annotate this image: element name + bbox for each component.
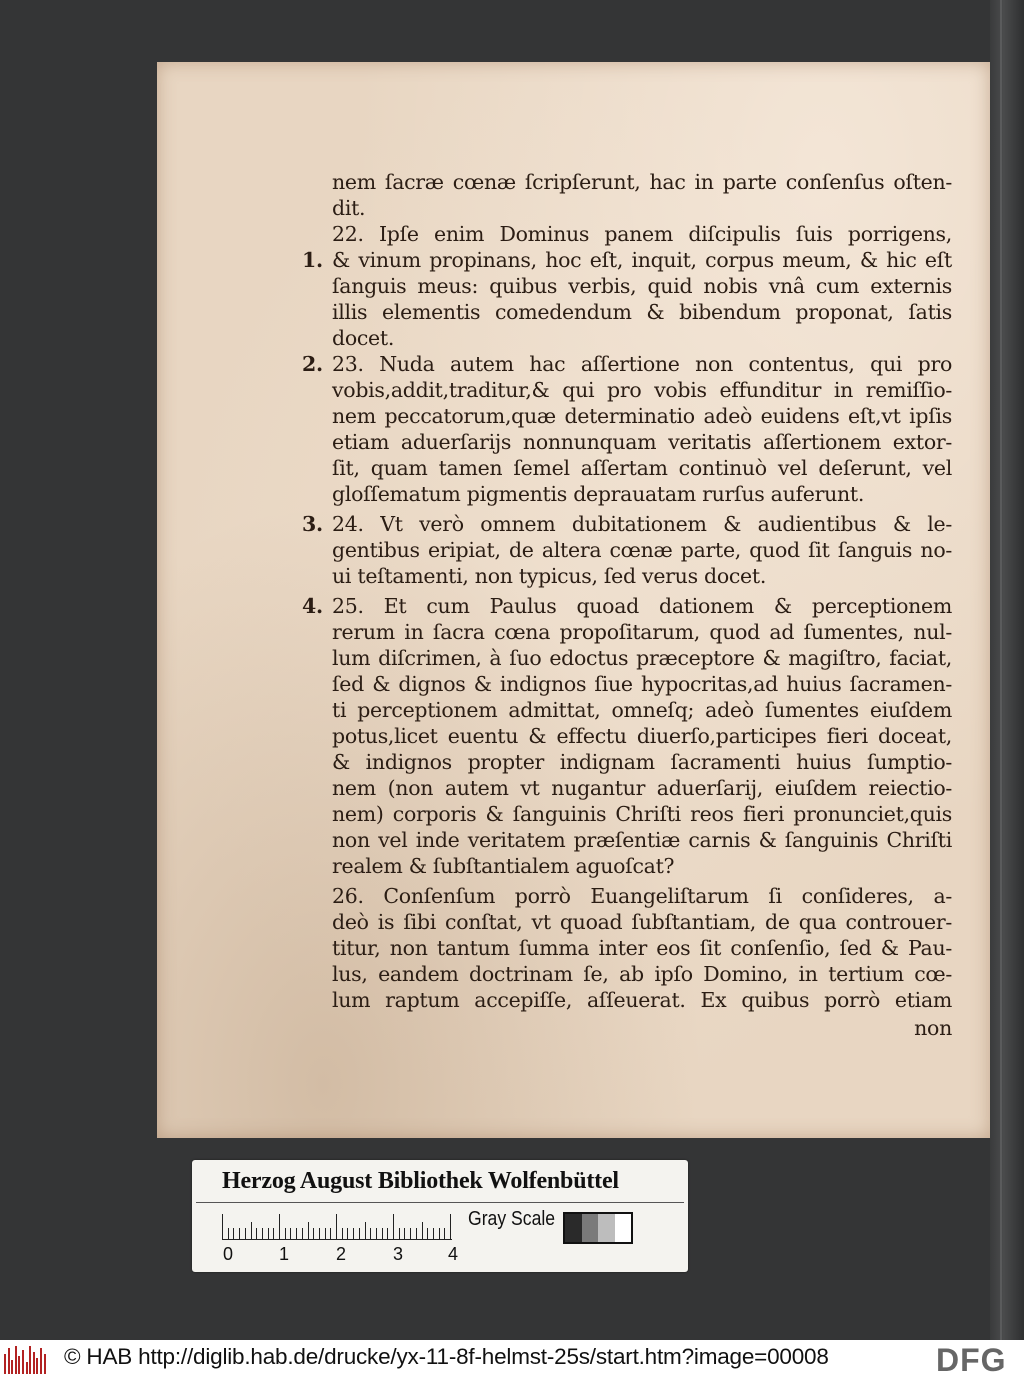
label-divider — [196, 1202, 684, 1203]
ruler-tick — [273, 1228, 274, 1240]
ruler-tick — [359, 1228, 360, 1240]
ruler-tick — [393, 1214, 394, 1240]
ruler-tick — [268, 1228, 269, 1240]
book-edge — [990, 0, 1024, 1340]
ruler-tick — [222, 1214, 223, 1240]
ruler-numbers — [216, 1244, 476, 1266]
library-label-card — [192, 1160, 688, 1272]
ruler-number: 2 — [336, 1244, 347, 1264]
ruler-tick — [370, 1228, 371, 1240]
ruler-tick — [427, 1228, 428, 1240]
logo-bar — [36, 1358, 38, 1374]
text-line: nem ſacræ cœnæ ſcripſerunt, hac in parte conſenſus oſten- — [332, 170, 952, 194]
text-line: potus,licet euentu & effectu diuerſo,participes fieri doceat, — [332, 724, 952, 748]
text-line: etiam aduerſarijs nonnunquam veritatis aſſertionem extor- — [332, 430, 952, 454]
text-line: 25. Et cum Paulus quoad dationem & perceptionem — [332, 594, 952, 618]
logo-bar — [29, 1346, 31, 1374]
text-line: 26. Conſenſum porrò Euangeliſtarum ſi conſideres, a- — [332, 884, 952, 908]
ruler-tick — [410, 1228, 411, 1240]
ruler-tick — [325, 1228, 326, 1240]
ruler-tick — [313, 1228, 314, 1240]
text-line: lum raptum accepiſſe, aſſeuerat. Ex quibus porrò etiam — [332, 988, 952, 1012]
ruler-tick — [347, 1228, 348, 1240]
logo-bar — [40, 1348, 42, 1374]
text-line: ui teſtamenti, non typicus, ſed verus docet. — [332, 564, 767, 588]
ruler-number: 1 — [279, 1244, 290, 1264]
ruler-tick — [399, 1228, 400, 1240]
ruler-tick — [439, 1228, 440, 1240]
text-line: realem & ſubſtantialem aguoſcat? — [332, 854, 675, 878]
text-line: docet. — [332, 326, 395, 350]
gray-swatch — [615, 1214, 632, 1242]
ruler-tick — [296, 1228, 297, 1240]
ruler-tick — [308, 1222, 309, 1240]
ruler-tick — [245, 1228, 246, 1240]
ruler-tick — [444, 1228, 445, 1240]
logo-bar — [26, 1362, 28, 1374]
text-line: lum diſcrimen, à ſuo edoctus præceptore & magiſtro, faciat, — [332, 646, 952, 670]
ruler-tick — [387, 1228, 388, 1240]
ruler-tick — [290, 1228, 291, 1240]
text-line: 22. Ipſe enim Dominus panem diſcipulis ſuis porrigens, — [332, 222, 952, 246]
logo-bar — [33, 1352, 35, 1374]
text-line: ſit, quam tamen ſemel aſſertam continuò vel deſerunt, vel — [332, 456, 952, 480]
text-line: nem peccatorum,quæ determinatio adeò euidens eſt,vt ipſis — [332, 404, 952, 428]
text-line: dit. — [332, 196, 366, 220]
text-line: ſed & dignos & indignos ſiue hypocritas,ad huius ſacramen- — [332, 672, 952, 696]
ruler-tick — [319, 1228, 320, 1240]
ruler-tick — [376, 1228, 377, 1240]
ruler-tick — [256, 1228, 257, 1240]
ruler-number: 3 — [393, 1244, 404, 1264]
margin-number: 1. — [302, 248, 323, 272]
ruler-tick — [279, 1214, 280, 1240]
ruler-tick — [228, 1228, 229, 1240]
ruler-tick — [433, 1228, 434, 1240]
ruler-tick — [302, 1228, 303, 1240]
logo-bar — [15, 1346, 17, 1374]
catchword: non — [914, 1016, 952, 1040]
margin-number: 3. — [302, 512, 323, 536]
gray-swatch — [565, 1214, 582, 1242]
text-line: & vinum propinans, hoc eſt, inquit, corpus meum, & hic eſt — [332, 248, 952, 272]
ruler-tick — [365, 1222, 366, 1240]
text-line: rerum in ſacra cœna propoſitarum, quod ad ſumentes, nul- — [332, 620, 952, 644]
ruler-number: 4 — [448, 1244, 459, 1264]
logo-bar — [18, 1356, 20, 1374]
ruler-number: 0 — [223, 1244, 234, 1264]
footer-url-text: © HAB http://diglib.hab.de/drucke/yx-11-8f-helmst-25s/start.htm?image=00008 — [64, 1344, 829, 1369]
text-line: lus, eandem doctrinam ſe, ab ipſo Domino, in tertium cœ- — [332, 962, 952, 986]
dfg-logo: DFG — [930, 1342, 1007, 1379]
text-line: & indignos propter indignam ſacramenti huius ſumptio- — [332, 750, 952, 774]
text-line: vobis,addit,traditur,& qui pro vobis effunditur in remiſſio- — [332, 378, 952, 402]
ruler-tick — [262, 1228, 263, 1240]
text-line: 24. Vt verò omnem dubitationem & audientibus & le- — [332, 512, 952, 536]
logo-bar — [22, 1350, 24, 1374]
ruler-tick — [233, 1228, 234, 1240]
ruler-tick — [422, 1222, 423, 1240]
scanned-page — [157, 62, 990, 1138]
gray-swatch — [598, 1214, 615, 1242]
text-line: 23. Nuda autem hac aſſertione non contentus, qui pro — [332, 352, 952, 376]
ruler-tick — [342, 1228, 343, 1240]
logo-bar — [44, 1354, 46, 1374]
text-line: illis elementis comedendum & bibendum proponat, ſatis — [332, 300, 952, 324]
footer-bar — [0, 1340, 1024, 1379]
ruler-tick — [239, 1228, 240, 1240]
ruler-tick — [251, 1222, 252, 1240]
ruler-tick — [450, 1214, 451, 1240]
text-line: ſanguis meus: quibus verbis, quid nobis vnâ cum externis — [332, 274, 952, 298]
logo-bar — [8, 1348, 10, 1374]
gray-scale-label: Gray Scale — [468, 1208, 556, 1230]
text-line: gentibus eripiat, de altera cœnæ parte, quod ſit ſanguis no- — [332, 538, 952, 562]
ruler-tick — [382, 1228, 383, 1240]
ruler-tick — [330, 1228, 331, 1240]
text-line: nem) corporis & ſanguinis Chriſti reos fieri pronunciet,quis — [332, 802, 952, 826]
text-line: titur, non tantum ſumma inter eos ſit conſenſio, ſed & Pau- — [332, 936, 952, 960]
gray-swatch — [582, 1214, 599, 1242]
ruler-tick — [336, 1214, 337, 1240]
library-name: Herzog August Bibliothek Wolfenbüttel — [222, 1168, 619, 1194]
ruler-tick — [285, 1228, 286, 1240]
text-line: gloſſematum pigmentis deprauatam rurſus auferunt. — [332, 482, 865, 506]
hab-logo-icon — [4, 1346, 48, 1374]
ruler-tick — [404, 1228, 405, 1240]
logo-bar — [4, 1354, 6, 1374]
margin-number: 4. — [302, 594, 323, 618]
text-line: deò is ſibi conſtat, vt quoad ſubſtantiam, de qua controuer- — [332, 910, 952, 934]
text-line: non vel inde veritatem præſentiæ carnis & ſanguinis Chriſti — [332, 828, 952, 852]
margin-number: 2. — [302, 352, 323, 376]
text-line: nem (non autem vt nugantur aduerſarij, eiuſdem reiectio- — [332, 776, 952, 800]
page-text-block — [157, 62, 990, 1138]
gray-scale-swatches — [563, 1212, 633, 1244]
logo-bar — [11, 1360, 13, 1374]
text-line: ti perceptionem admittat, omneſq; adeò ſumentes eiuſdem — [332, 698, 952, 722]
ruler-tick — [353, 1228, 354, 1240]
ruler-scale — [222, 1212, 452, 1240]
ruler-tick — [416, 1228, 417, 1240]
